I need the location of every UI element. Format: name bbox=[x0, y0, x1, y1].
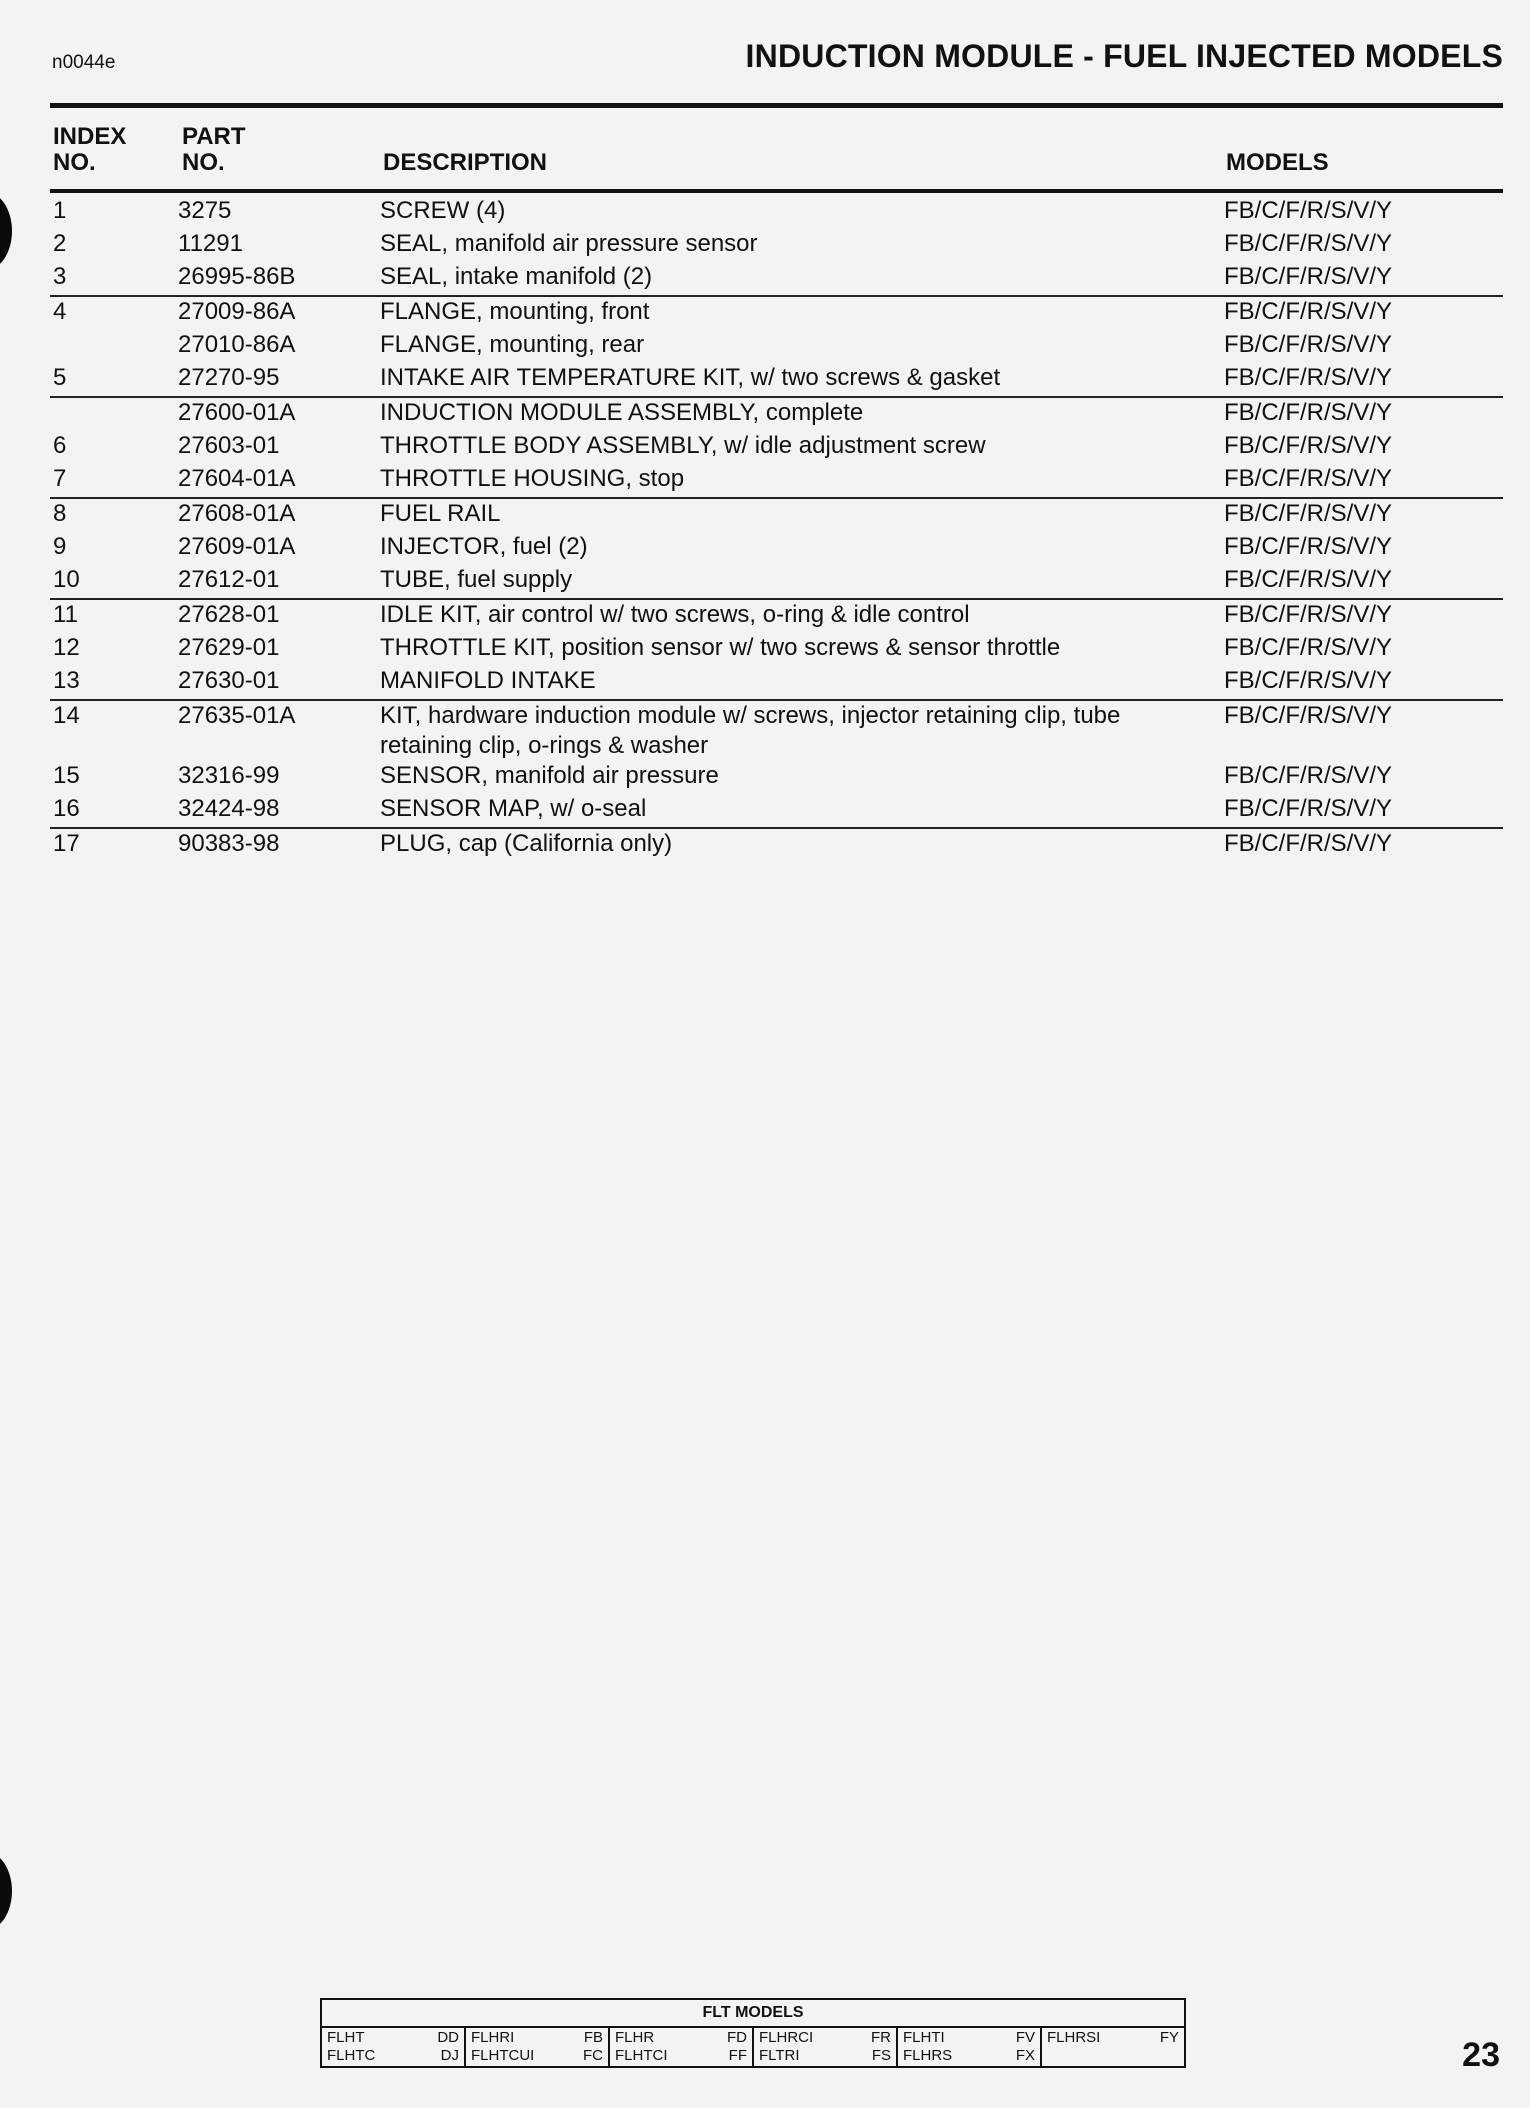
index-cell: 16 bbox=[53, 795, 80, 822]
table-row bbox=[50, 330, 1503, 363]
description-cell: SEAL, intake manifold (2) bbox=[380, 263, 653, 290]
models-cell: FB/C/F/R/S/V/Y bbox=[1224, 830, 1393, 857]
index-cell: 4 bbox=[53, 298, 67, 325]
description-cell: INDUCTION MODULE ASSEMBLY, complete bbox=[380, 399, 864, 426]
models-cell: FB/C/F/R/S/V/Y bbox=[1224, 263, 1393, 290]
index-cell: 3 bbox=[53, 263, 67, 290]
part-number-cell: 27630-01 bbox=[178, 667, 280, 694]
index-cell: 6 bbox=[53, 432, 67, 459]
description-cell: IDLE KIT, air control w/ two screws, o-ring & idle control bbox=[380, 601, 970, 628]
part-number-cell: 27635-01A bbox=[178, 702, 296, 729]
index-cell: 14 bbox=[53, 702, 80, 729]
description-cell: FLANGE, mounting, rear bbox=[380, 331, 645, 358]
models-cell: FB/C/F/R/S/V/Y bbox=[1224, 601, 1393, 628]
part-number-cell: 27604-01A bbox=[178, 465, 296, 492]
flt-model-code: DD bbox=[437, 2029, 459, 2046]
description-cell: FLANGE, mounting, front bbox=[380, 298, 650, 325]
table-row bbox=[50, 497, 1503, 532]
table-row bbox=[50, 598, 1503, 633]
page-title: INDUCTION MODULE - FUEL INJECTED MODELS bbox=[745, 38, 1503, 74]
part-number-cell: 32424-98 bbox=[178, 795, 280, 822]
description-cell: INJECTOR, fuel (2) bbox=[380, 533, 588, 560]
flt-models-column bbox=[1040, 2028, 1184, 2066]
flt-model-entry bbox=[615, 2029, 747, 2047]
flt-model-code: FV bbox=[1015, 2029, 1035, 2046]
models-cell: FB/C/F/R/S/V/Y bbox=[1224, 432, 1393, 459]
flt-model-code: FD bbox=[727, 2029, 747, 2046]
description-cell: MANIFOLD INTAKE bbox=[380, 667, 596, 694]
header-models: MODELS bbox=[1226, 149, 1329, 176]
models-cell: FB/C/F/R/S/V/Y bbox=[1224, 634, 1393, 661]
description-cell: INTAKE AIR TEMPERATURE KIT, w/ two screws & gasket bbox=[380, 364, 1001, 391]
models-cell: FB/C/F/R/S/V/Y bbox=[1224, 702, 1393, 729]
flt-model-name: FLHR bbox=[615, 2029, 655, 2046]
part-number-cell: 27009-86A bbox=[178, 298, 296, 325]
index-cell: 9 bbox=[53, 533, 67, 560]
flt-model-name: FLHTCUI bbox=[471, 2047, 535, 2064]
models-cell: FB/C/F/R/S/V/Y bbox=[1224, 762, 1393, 789]
index-cell: 10 bbox=[53, 566, 80, 593]
flt-models-column bbox=[752, 2028, 896, 2066]
models-cell: FB/C/F/R/S/V/Y bbox=[1224, 795, 1393, 822]
flt-model-name: FLHT bbox=[327, 2029, 365, 2046]
part-number-cell: 27603-01 bbox=[178, 432, 280, 459]
part-number-cell: 27010-86A bbox=[178, 331, 296, 358]
flt-model-code: FF bbox=[728, 2047, 747, 2064]
table-row bbox=[50, 295, 1503, 330]
models-cell: FB/C/F/R/S/V/Y bbox=[1224, 230, 1393, 257]
index-cell: 2 bbox=[53, 230, 67, 257]
part-number-cell: 27628-01 bbox=[178, 601, 280, 628]
models-cell: FB/C/F/R/S/V/Y bbox=[1224, 667, 1393, 694]
description-cell: PLUG, cap (California only) bbox=[380, 830, 673, 857]
table-row bbox=[50, 699, 1503, 761]
models-cell: FB/C/F/R/S/V/Y bbox=[1224, 500, 1393, 527]
flt-model-name: FLHRCI bbox=[759, 2029, 814, 2046]
index-cell: 12 bbox=[53, 634, 80, 661]
description-cell: SEAL, manifold air pressure sensor bbox=[380, 230, 758, 257]
table-row bbox=[50, 532, 1503, 565]
table-row bbox=[50, 565, 1503, 598]
index-cell: 1 bbox=[53, 197, 67, 224]
description-cell: TUBE, fuel supply bbox=[380, 566, 573, 593]
header-part: PART NO. bbox=[182, 123, 246, 176]
flt-models-grid bbox=[322, 2028, 1184, 2066]
flt-model-entry bbox=[615, 2047, 747, 2065]
table-row bbox=[50, 633, 1503, 666]
table-row bbox=[50, 827, 1503, 862]
table-row bbox=[50, 262, 1503, 295]
flt-model-entry bbox=[903, 2029, 1035, 2047]
models-cell: FB/C/F/R/S/V/Y bbox=[1224, 331, 1393, 358]
table-row bbox=[50, 761, 1503, 794]
flt-models-column bbox=[322, 2028, 464, 2066]
table-row bbox=[50, 196, 1503, 229]
flt-model-entry bbox=[327, 2047, 459, 2065]
part-number-cell: 27608-01A bbox=[178, 500, 296, 527]
description-cell: FUEL RAIL bbox=[380, 500, 501, 527]
table-row bbox=[50, 431, 1503, 464]
flt-model-entry bbox=[327, 2029, 459, 2047]
description-cell: SENSOR, manifold air pressure bbox=[380, 762, 719, 789]
flt-model-code: DJ bbox=[440, 2047, 459, 2064]
flt-model-code: FY bbox=[1159, 2029, 1179, 2046]
flt-model-entry bbox=[471, 2047, 603, 2065]
flt-model-entry bbox=[903, 2047, 1035, 2065]
flt-model-entry bbox=[471, 2029, 603, 2047]
flt-model-name: FLHRI bbox=[471, 2029, 515, 2046]
models-cell: FB/C/F/R/S/V/Y bbox=[1224, 364, 1393, 391]
index-cell: 17 bbox=[53, 830, 80, 857]
flt-model-name: FLHTCI bbox=[615, 2047, 668, 2064]
index-cell: 8 bbox=[53, 500, 67, 527]
flt-model-name: FLHRS bbox=[903, 2047, 953, 2064]
flt-models-title: FLT MODELS bbox=[322, 2000, 1184, 2028]
description-cell: KIT, hardware induction module w/ screws, injector retaining clip, tube retaining clip, o-rings & washer bbox=[380, 702, 1121, 759]
part-number-cell: 32316-99 bbox=[178, 762, 280, 789]
index-cell: 5 bbox=[53, 364, 67, 391]
part-number-cell: 3275 bbox=[178, 197, 232, 224]
column-headers bbox=[50, 122, 1503, 190]
description-cell: SCREW (4) bbox=[380, 197, 506, 224]
header-rule bbox=[50, 189, 1503, 193]
index-cell: 7 bbox=[53, 465, 67, 492]
table-row bbox=[50, 229, 1503, 262]
flt-model-entry bbox=[1047, 2029, 1179, 2047]
flt-model-entry bbox=[759, 2029, 891, 2047]
flt-models-table bbox=[320, 1998, 1186, 2068]
binder-hole bbox=[0, 192, 12, 270]
description-cell: THROTTLE HOUSING, stop bbox=[380, 465, 685, 492]
flt-model-code: FR bbox=[871, 2029, 891, 2046]
table-row bbox=[50, 794, 1503, 827]
flt-model-name: FLHTI bbox=[903, 2029, 945, 2046]
description-cell: THROTTLE BODY ASSEMBLY, w/ idle adjustment screw bbox=[380, 432, 986, 459]
table-row bbox=[50, 666, 1503, 699]
flt-model-name: FLTRI bbox=[759, 2047, 800, 2064]
flt-models-column bbox=[464, 2028, 608, 2066]
table-row bbox=[50, 363, 1503, 396]
page-number: 23 bbox=[1462, 2036, 1500, 2074]
description-cell: SENSOR MAP, w/ o-seal bbox=[380, 795, 647, 822]
models-cell: FB/C/F/R/S/V/Y bbox=[1224, 465, 1393, 492]
table-row bbox=[50, 464, 1503, 497]
index-cell: 11 bbox=[53, 601, 78, 628]
index-cell: 13 bbox=[53, 667, 80, 694]
description-cell: THROTTLE KIT, position sensor w/ two screws & sensor throttle bbox=[380, 634, 1061, 661]
flt-models-column bbox=[896, 2028, 1040, 2066]
flt-model-code: FS bbox=[871, 2047, 891, 2064]
index-cell: 15 bbox=[53, 762, 80, 789]
flt-models-column bbox=[608, 2028, 752, 2066]
flt-model-code: FB bbox=[583, 2029, 603, 2046]
header-index: INDEX NO. bbox=[53, 123, 127, 176]
part-number-cell: 26995-86B bbox=[178, 263, 296, 290]
parts-table bbox=[50, 196, 1503, 862]
flt-model-name: FLHRSI bbox=[1047, 2029, 1101, 2046]
flt-model-entry bbox=[759, 2047, 891, 2065]
part-number-cell: 27629-01 bbox=[178, 634, 280, 661]
part-number-cell: 90383-98 bbox=[178, 830, 280, 857]
models-cell: FB/C/F/R/S/V/Y bbox=[1224, 533, 1393, 560]
table-row bbox=[50, 396, 1503, 431]
models-cell: FB/C/F/R/S/V/Y bbox=[1224, 298, 1393, 325]
part-number-cell: 27600-01A bbox=[178, 399, 296, 426]
part-number-cell: 27609-01A bbox=[178, 533, 296, 560]
flt-model-code: FC bbox=[583, 2047, 603, 2064]
document-id: n0044e bbox=[52, 52, 116, 73]
models-cell: FB/C/F/R/S/V/Y bbox=[1224, 197, 1393, 224]
header-description: DESCRIPTION bbox=[383, 149, 548, 176]
models-cell: FB/C/F/R/S/V/Y bbox=[1224, 566, 1393, 593]
flt-model-code: FX bbox=[1015, 2047, 1035, 2064]
title-rule bbox=[50, 103, 1503, 108]
part-number-cell: 11291 bbox=[178, 230, 243, 257]
flt-model-name: FLHTC bbox=[327, 2047, 376, 2064]
part-number-cell: 27270-95 bbox=[178, 364, 280, 391]
part-number-cell: 27612-01 bbox=[178, 566, 280, 593]
models-cell: FB/C/F/R/S/V/Y bbox=[1224, 399, 1393, 426]
binder-hole bbox=[0, 1852, 12, 1930]
